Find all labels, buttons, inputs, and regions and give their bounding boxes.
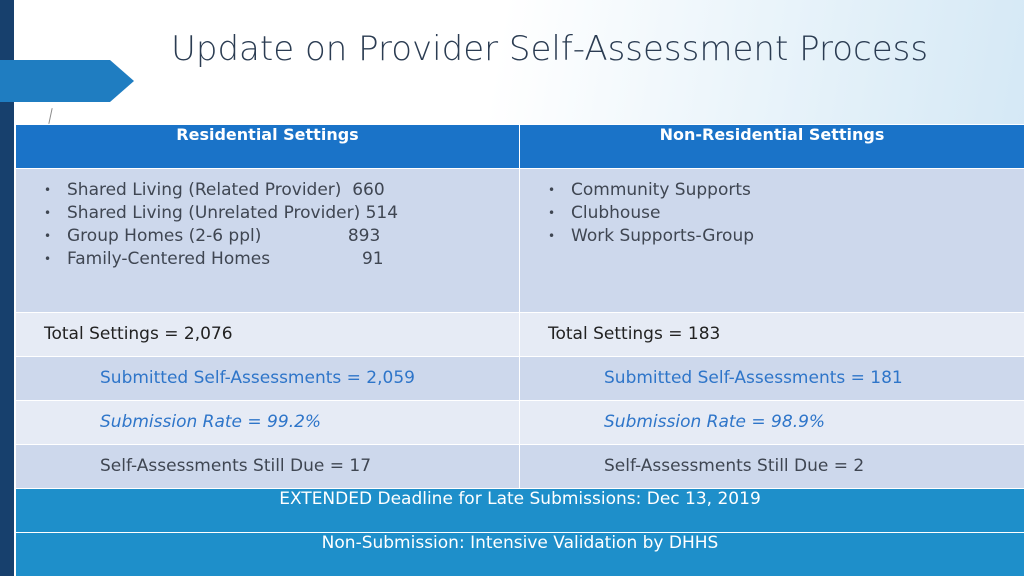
list-item: • Work Supports-Group — [548, 225, 1024, 248]
non-residential-total: Total Settings = 183 — [520, 313, 1024, 356]
non-residential-header: Non-Residential Settings — [520, 125, 1024, 169]
residential-rate: Submission Rate = 99.2% — [16, 401, 519, 444]
still-due-row — [16, 445, 1024, 489]
residential-list-cell — [16, 169, 520, 313]
slash-mark — [48, 108, 52, 124]
residential-submitted: Submitted Self-Assessments = 2,059 — [16, 357, 519, 400]
settings-table — [15, 124, 1024, 577]
residential-total: Total Settings = 2,076 — [16, 313, 519, 356]
list-item: • Community Supports — [548, 179, 1024, 202]
non-residential-still-due: Self-Assessments Still Due = 2 — [520, 445, 1024, 488]
non-residential-submitted: Submitted Self-Assessments = 181 — [520, 357, 1024, 400]
non-submission-banner: Non-Submission: Intensive Validation by DHHS — [16, 533, 1024, 577]
non-residential-list-cell — [520, 169, 1024, 313]
non-residential-list — [520, 179, 1024, 248]
list-item: • Clubhouse — [548, 202, 1024, 225]
submitted-row — [16, 357, 1024, 401]
list-item: • Shared Living (Unrelated Provider) 514 — [44, 202, 519, 225]
arrow-tab-decoration — [0, 60, 134, 102]
table-header-row — [16, 125, 1024, 169]
total-row — [16, 313, 1024, 357]
residential-still-due: Self-Assessments Still Due = 17 — [16, 445, 519, 488]
residential-header: Residential Settings — [16, 125, 520, 169]
rate-row — [16, 401, 1024, 445]
settings-list-row — [16, 169, 1024, 313]
deadline-banner: EXTENDED Deadline for Late Submissions: Dec 13, 2019 — [16, 489, 1024, 533]
non-residential-rate: Submission Rate = 98.9% — [520, 401, 1024, 444]
non-submission-banner-row — [16, 533, 1024, 577]
list-item: • Group Homes (2-6 ppl) 893 — [44, 225, 519, 248]
deadline-banner-row — [16, 489, 1024, 533]
slide-title: Update on Provider Self-Assessment Process — [171, 26, 971, 72]
list-item: • Shared Living (Related Provider) 660 — [44, 179, 519, 202]
list-item: • Family-Centered Homes 91 — [44, 248, 519, 271]
residential-list — [16, 179, 519, 271]
